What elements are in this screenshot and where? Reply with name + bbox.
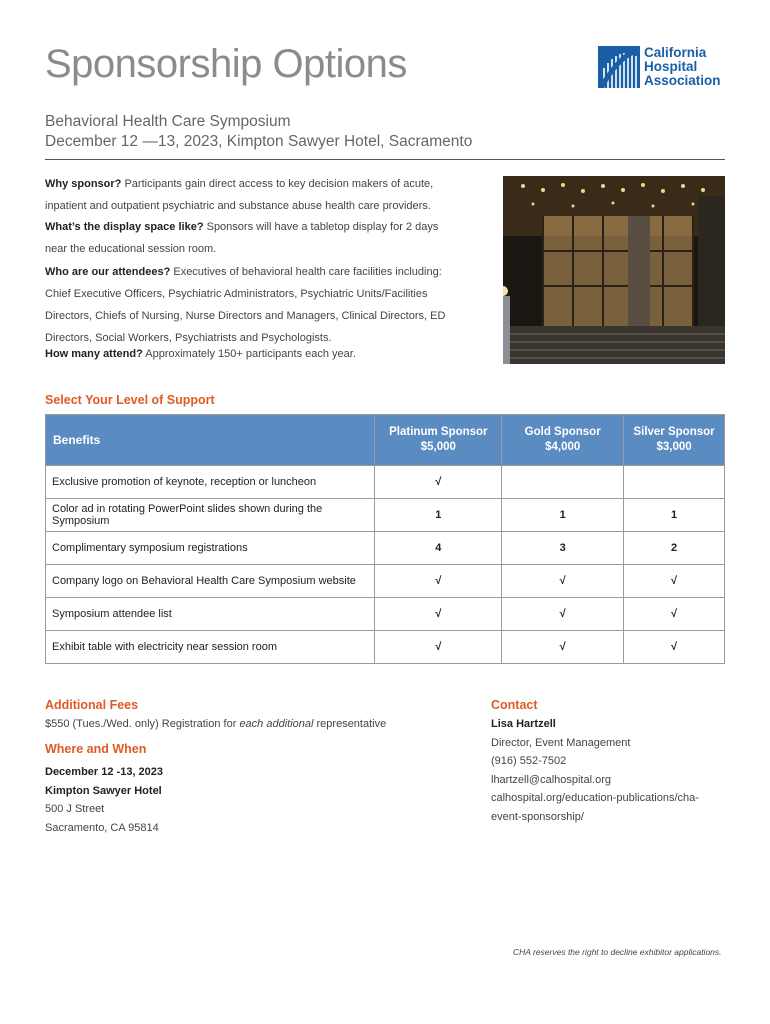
cha-logo-icon <box>598 46 640 88</box>
gold-column-header <box>502 415 624 466</box>
benefit-cell: Symposium attendee list <box>46 598 375 631</box>
table-row <box>46 565 725 598</box>
logo-line: Association <box>644 73 721 88</box>
silver-column-header <box>624 415 725 466</box>
benefit-cell: Color ad in rotating PowerPoint slides shown during the Symposium <box>46 499 375 532</box>
table-row <box>46 631 725 664</box>
logo-line: California <box>644 45 707 60</box>
gold-cell: √ <box>502 631 624 664</box>
gold-cell: √ <box>502 565 624 598</box>
silver-cell: 2 <box>624 532 725 565</box>
disclaimer: CHA reserves the right to decline exhibitor applications. <box>513 947 722 957</box>
benefit-cell: Complimentary symposium registrations <box>46 532 375 565</box>
contact-details <box>491 715 699 826</box>
attendance-text: Approximately 150+ participants each year. <box>142 348 356 360</box>
gold-price: $4,000 <box>545 441 581 453</box>
attendees-paragraph <box>45 261 455 349</box>
where-when-heading: Where and When <box>45 742 147 756</box>
gold-cell <box>502 466 624 499</box>
silver-cell: √ <box>624 565 725 598</box>
support-heading: Select Your Level of Support <box>45 393 215 407</box>
fees-text <box>45 718 386 730</box>
contact-title: Director, Event Management <box>491 736 631 749</box>
platinum-cell: 1 <box>375 499 502 532</box>
platinum-cell: √ <box>375 565 502 598</box>
benefit-cell: Exclusive promotion of keynote, reception or luncheon <box>46 466 375 499</box>
contact-phone[interactable]: (916) 552-7502 <box>491 755 567 767</box>
why-sponsor-text: Participants gain direct access to key decision makers of acute, inpatient and outpatient psychiatric and substance abuse health care providers. <box>45 178 434 212</box>
fees-text-end: representative <box>313 718 387 730</box>
event-dates: December 12 -13, 2023 <box>45 766 164 778</box>
contact-heading: Contact <box>491 698 538 712</box>
contact-url-line1[interactable]: calhospital.org/education-publications/cha- <box>491 792 699 804</box>
logo-line: Hospital <box>644 59 698 74</box>
venue-city: Sacramento, CA 95814 <box>45 821 159 834</box>
silver-price: $3,000 <box>656 441 692 453</box>
venue-name: Kimpton Sawyer Hotel <box>45 784 162 797</box>
display-space-text: Sponsors will have a tabletop display for 2 days near the educational session room. <box>45 221 439 255</box>
sponsorship-table <box>45 414 725 664</box>
contact-name: Lisa Hartzell <box>491 718 556 730</box>
silver-cell: 1 <box>624 499 725 532</box>
silver-cell: √ <box>624 631 725 664</box>
fees-text-start: $550 (Tues./Wed. only) Registration for <box>45 718 240 730</box>
platinum-cell: √ <box>375 631 502 664</box>
gold-name: Gold Sponsor <box>524 426 601 438</box>
event-date-location: December 12 —13, 2023, Kimpton Sawyer Hotel, Sacramento <box>45 133 473 150</box>
attendees-text: Executives of behavioral health care facilities including: Chief Executive Officers, Psychiatric Administrators, Psychiatric Units/Facilities Directors, Chiefs of Nursing, Nurse Directors and Managers, Clinical Directors, ED Directors, Social Workers, Psychiatrists and Psychologists. <box>45 266 446 344</box>
contact-email[interactable]: lhartzell@calhospital.org <box>491 773 612 786</box>
hotel-photo <box>503 176 725 364</box>
table-row <box>46 598 725 631</box>
page-title: Sponsorship Options <box>45 42 407 86</box>
venue-street: 500 J Street <box>45 803 105 815</box>
why-sponsor-paragraph <box>45 173 455 217</box>
table-row <box>46 466 725 499</box>
silver-name: Silver Sponsor <box>633 426 715 438</box>
platinum-cell: √ <box>375 598 502 631</box>
platinum-price: $5,000 <box>420 441 456 453</box>
contact-url-line2[interactable]: event-sponsorship/ <box>491 810 584 823</box>
fees-heading: Additional Fees <box>45 698 139 712</box>
silver-cell: √ <box>624 598 725 631</box>
gold-cell: 1 <box>502 499 624 532</box>
platinum-cell: √ <box>375 466 502 499</box>
benefits-column-header: Benefits <box>46 415 375 466</box>
header-divider <box>45 159 725 160</box>
event-subtitle <box>45 112 472 152</box>
benefit-cell: Company logo on Behavioral Health Care Symposium website <box>46 565 375 598</box>
gold-cell: √ <box>502 598 624 631</box>
gold-cell: 3 <box>502 532 624 565</box>
attendance-label: How many attend? <box>45 348 143 360</box>
platinum-name: Platinum Sponsor <box>389 426 488 438</box>
table-row <box>46 532 725 565</box>
event-name: Behavioral Health Care Symposium <box>45 113 291 130</box>
cha-logo <box>598 46 728 90</box>
where-when-details <box>45 763 163 837</box>
fees-text-emphasis: each additional <box>239 718 314 730</box>
table-row <box>46 499 725 532</box>
attendance-paragraph <box>45 343 455 365</box>
attendees-label: Who are our attendees? <box>45 266 171 278</box>
platinum-cell: 4 <box>375 532 502 565</box>
display-space-paragraph <box>45 216 455 260</box>
platinum-column-header <box>375 415 502 466</box>
display-space-label: What’s the display space like? <box>45 221 204 233</box>
silver-cell <box>624 466 725 499</box>
table-header-row <box>46 415 725 466</box>
benefit-cell: Exhibit table with electricity near session room <box>46 631 375 664</box>
why-sponsor-label: Why sponsor? <box>45 178 122 190</box>
